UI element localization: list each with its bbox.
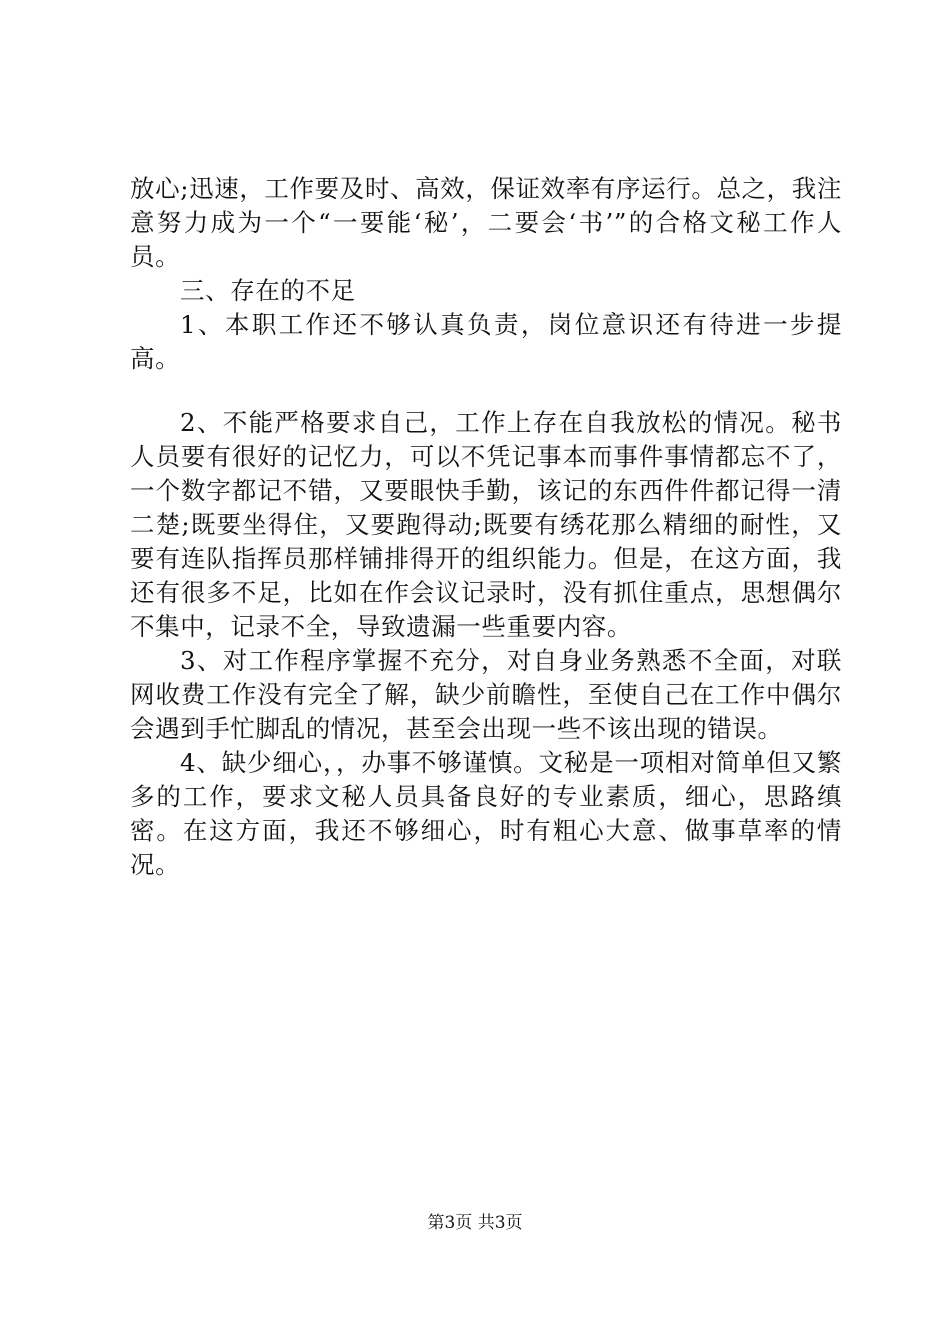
paragraph-continuation: 放心;迅速，工作要及时、高效，保证效率有序运行。总之，我注意努力成为一个“一要能‘秘’，二要会‘书’”的合格文秘工作人员。 (130, 174, 842, 271)
page-number: 第3页 共3页 (427, 1213, 523, 1233)
page-footer (0, 1212, 950, 1234)
section-heading-shortcomings: 三、存在的不足 (180, 276, 356, 305)
document-body (130, 172, 842, 882)
paragraph-item-1: 1、本职工作还不够认真负责，岗位意识还有待进一步提高。 (130, 310, 842, 373)
paragraph-item-4: 4、缺少细心，，办事不够谨慎。文秘是一项相对简单但又繁多的工作，要求文秘人员具备良好的专业素质，细心，思路缜密。在这方面，我还不够细心，时有粗心大意、做事草率的情况。 (130, 748, 842, 879)
paragraph-item-3: 3、对工作程序掌握不充分，对自身业务熟悉不全面，对联网收费工作没有完全了解，缺少前瞻性，至使自己在工作中偶尔会遇到手忙脚乱的情况，甚至会出现一些不该出现的错误。 (130, 646, 842, 743)
paragraph-item-2: 2、不能严格要求自己，工作上存在自我放松的情况。秘书人员要有很好的记忆力，可以不凭记事本而事件事情都忘不了，一个数字都记不错，又要眼快手勤，该记的东西件件都记得一清二楚;既要坐得住，又要跑得动;既要有绣花那么精细的耐性，又要有连队指挥员那样铺排得开的组织能力。但是，在这方面，我还有很多不足，比如在作会议记录时，没有抓住重点，思想偶尔不集中，记录不全，导致遗漏一些重要内容。 (130, 408, 842, 641)
